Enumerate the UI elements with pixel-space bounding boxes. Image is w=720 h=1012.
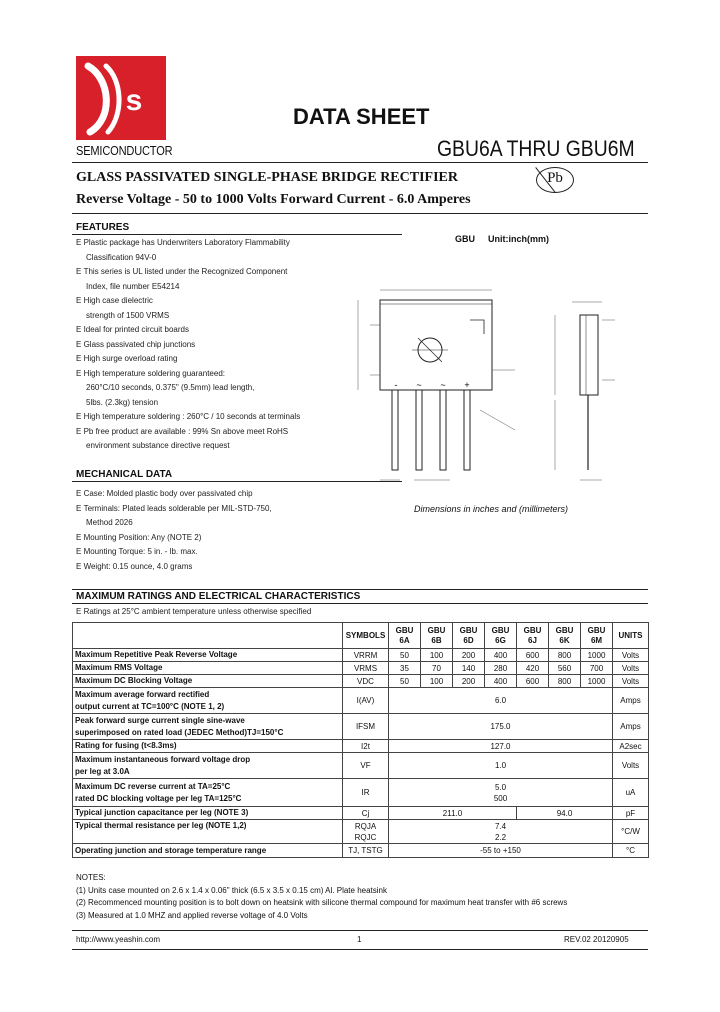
row-unit: uA xyxy=(613,779,649,807)
feature-item: Ε High surge overload rating xyxy=(76,354,178,363)
mechanical-item: Ε Mounting Torque: 5 in. - lb. max. xyxy=(76,547,198,556)
voltage-current-summary: Reverse Voltage - 50 to 1000 Volts Forward Current - 6.0 Amperes xyxy=(76,192,471,207)
features-heading: FEATURES xyxy=(76,222,130,233)
row-symbol: I2t xyxy=(343,740,389,753)
table-row xyxy=(73,662,649,675)
table-row xyxy=(73,675,649,688)
feature-item-cont: 260°C/10 seconds, 0.375" (9.5mm) lead length, xyxy=(86,383,255,392)
row-param: Typical thermal resistance per leg (NOTE 1,2) xyxy=(73,820,343,844)
footer-bottom-rule xyxy=(72,949,648,950)
product-description: GLASS PASSIVATED SINGLE-PHASE BRIDGE RECTIFIER xyxy=(76,170,458,185)
row-param: Maximum RMS Voltage xyxy=(73,662,343,675)
ratings-heading: MAXIMUM RATINGS AND ELECTRICAL CHARACTERISTICS xyxy=(76,591,361,602)
svg-text:s: s xyxy=(125,84,143,117)
row-symbol: TJ, TSTG xyxy=(343,844,389,858)
row-param: Rating for fusing (t<8.3ms) xyxy=(73,740,343,753)
subtitle-rule xyxy=(72,213,648,214)
feature-item: Ε High temperature soldering : 260°C / 10 seconds at terminals xyxy=(76,412,301,421)
row-value: 1.0 xyxy=(389,753,613,779)
header-rule xyxy=(72,162,648,163)
row-value: 5.0 500 xyxy=(389,779,613,807)
row-param: Maximum instantaneous forward voltage drop per leg at 3.0A xyxy=(73,753,343,779)
feature-item: Ε High case dielectric xyxy=(76,296,153,305)
logo-mark xyxy=(76,56,166,140)
row-value: 175.0 xyxy=(389,714,613,740)
row-value: 70 xyxy=(421,662,453,675)
feature-item: Ε High temperature soldering guaranteed: xyxy=(76,368,225,378)
row-value: 700 xyxy=(581,662,613,675)
footer-rule xyxy=(72,930,648,931)
mechanical-heading: MECHANICAL DATA xyxy=(76,469,173,480)
table-header-row xyxy=(73,623,649,649)
lead-symbol-minus: - xyxy=(394,380,398,390)
ratings-rule xyxy=(72,603,648,604)
table-row xyxy=(73,779,649,807)
header-units: UNITS xyxy=(613,623,649,649)
part-range: GBU6A THRU GBU6M xyxy=(437,136,635,161)
row-unit: Volts xyxy=(613,649,649,662)
company-logo xyxy=(76,56,166,140)
row-value: 7.4 2.2 xyxy=(389,820,613,844)
row-value: 560 xyxy=(549,662,581,675)
table-row xyxy=(73,844,649,858)
row-value: 280 xyxy=(485,662,517,675)
row-value: 600 xyxy=(517,675,549,688)
doc-title: DATA SHEET xyxy=(293,104,430,129)
revision: REV.02 20120905 xyxy=(564,935,629,944)
package-side-view xyxy=(580,315,598,395)
row-unit: °C/W xyxy=(613,820,649,844)
row-value: 400 xyxy=(485,649,517,662)
feature-item: Ε This series is UL listed under the Recognized Component xyxy=(76,267,288,276)
package-outline-drawing xyxy=(340,280,640,500)
unit-label: Unit:inch(mm) xyxy=(488,234,549,244)
row-value: 600 xyxy=(517,649,549,662)
row-unit: Amps xyxy=(613,714,649,740)
feature-item: Ε Plastic package has Underwriters Laboratory Flammability xyxy=(76,238,290,247)
row-param: Typical junction capacitance per leg (NOTE 3) xyxy=(73,807,343,820)
ratings-table xyxy=(72,622,649,858)
row-value: -55 to +150 xyxy=(389,844,613,858)
note-item: (2) Recommenced mounting position is to bolt down on heatsink with silicone thermal compound for maximum heat transfer with #6 screws xyxy=(76,898,568,907)
row-value: 35 xyxy=(389,662,421,675)
row-value: 127.0 xyxy=(389,740,613,753)
notes-heading: NOTES: xyxy=(76,873,106,882)
feature-item-cont: environment substance directive request xyxy=(86,441,230,450)
row-symbol: VRRM xyxy=(343,649,389,662)
row-param: Operating junction and storage temperature range xyxy=(73,844,343,858)
row-symbol: VRMS xyxy=(343,662,389,675)
row-unit: pF xyxy=(613,807,649,820)
header-part: GBU 6J xyxy=(517,623,549,649)
row-unit: Volts xyxy=(613,662,649,675)
ratings-top-rule xyxy=(72,589,648,590)
row-unit: °C xyxy=(613,844,649,858)
lead-symbol-plus: + xyxy=(464,380,470,390)
row-param: Maximum DC Blocking Voltage xyxy=(73,675,343,688)
feature-item-cont: strength of 1500 VRMS xyxy=(86,310,170,320)
header-part: GBU 6A xyxy=(389,623,421,649)
diagram-caption: Dimensions in inches and (millimeters) xyxy=(414,504,569,514)
row-symbol: VF xyxy=(343,753,389,779)
ratings-intro: Ε Ratings at 25°C ambient temperature unless otherwise specified xyxy=(76,607,312,616)
row-value: 800 xyxy=(549,675,581,688)
mechanical-item: Ε Mounting Position: Any (NOTE 2) xyxy=(76,532,202,542)
page-number: 1 xyxy=(357,935,362,944)
notes-block xyxy=(76,872,648,922)
features-rule xyxy=(72,234,402,235)
table-row xyxy=(73,820,649,844)
table-row xyxy=(73,740,649,753)
row-symbol: Cj xyxy=(343,807,389,820)
feature-item-cont: Classification 94V-0 xyxy=(86,252,157,262)
row-symbol: VDC xyxy=(343,675,389,688)
row-unit: Volts xyxy=(613,675,649,688)
header-part: GBU 6K xyxy=(549,623,581,649)
feature-item: Ε Pb free product are available : 99% Sn above meet RoHS xyxy=(76,426,289,436)
header-part: GBU 6D xyxy=(453,623,485,649)
table-row xyxy=(73,649,649,662)
pb-free-badge xyxy=(536,167,574,193)
row-value: 420 xyxy=(517,662,549,675)
row-value: 50 xyxy=(389,675,421,688)
note-item: (1) Units case mounted on 2.6 x 1.4 x 0.06" thick (6.5 x 3.5 x 0.15 cm) Al. Plate heatsink xyxy=(76,885,387,895)
row-param: Maximum Repetitive Peak Reverse Voltage xyxy=(73,649,343,662)
header-part: GBU 6M xyxy=(581,623,613,649)
header-parameter xyxy=(73,623,343,649)
lead-symbol-ac2: ~ xyxy=(440,380,446,390)
row-value: 200 xyxy=(453,675,485,688)
row-value: 200 xyxy=(453,649,485,662)
row-value: 6.0 xyxy=(389,688,613,714)
header-symbols: SYMBOLS xyxy=(343,623,389,649)
table-row xyxy=(73,753,649,779)
row-value: 100 xyxy=(421,649,453,662)
row-value: 140 xyxy=(453,662,485,675)
row-unit: A2sec xyxy=(613,740,649,753)
table-row xyxy=(73,688,649,714)
row-symbol: RQJA RQJC xyxy=(343,820,389,844)
row-value: 50 xyxy=(389,649,421,662)
mechanical-item: Ε Terminals: Plated leads solderable per MIL-STD-750, xyxy=(76,503,272,513)
header-part: GBU 6B xyxy=(421,623,453,649)
row-param: Maximum DC reverse current at TA=25°C rated DC blocking voltage per leg TA=125°C xyxy=(73,779,343,807)
row-value: 800 xyxy=(549,649,581,662)
feature-item-cont: Index, file number E54214 xyxy=(86,281,180,291)
mechanical-item-cont: Method 2026 xyxy=(86,518,133,527)
row-param: Peak forward surge current single sine-wave superimposed on rated load (JEDEC Method)TJ=150°C xyxy=(73,714,343,740)
pb-label: Pb xyxy=(547,170,563,186)
table-row xyxy=(73,807,649,820)
row-symbol: I(AV) xyxy=(343,688,389,714)
row-unit: Amps xyxy=(613,688,649,714)
row-value: 94.0 xyxy=(517,807,613,820)
row-value: 1000 xyxy=(581,649,613,662)
mechanical-item: Ε Weight: 0.15 ounce, 4.0 grams xyxy=(76,561,193,571)
feature-item: Ε Glass passivated chip junctions xyxy=(76,339,196,349)
row-value: 400 xyxy=(485,675,517,688)
row-value: 1000 xyxy=(581,675,613,688)
row-value: 211.0 xyxy=(389,807,517,820)
feature-item-cont: 5lbs. (2.3kg) tension xyxy=(86,397,159,407)
mechanical-list xyxy=(76,487,406,574)
row-symbol: IR xyxy=(343,779,389,807)
footer-url[interactable]: http://www.yeashin.com xyxy=(76,935,161,944)
row-unit: Volts xyxy=(613,753,649,779)
feature-item: Ε Ideal for printed circuit boards xyxy=(76,325,189,334)
note-item: (3) Measured at 1.0 MHZ and applied reverse voltage of 4.0 Volts xyxy=(76,910,308,920)
company-name: SEMICONDUCTOR xyxy=(76,143,173,158)
table-row xyxy=(73,714,649,740)
row-param: Maximum average forward rectified output current at TC=100°C (NOTE 1, 2) xyxy=(73,688,343,714)
header-part: GBU 6G xyxy=(485,623,517,649)
mechanical-item: Ε Case: Molded plastic body over passivated chip xyxy=(76,489,253,498)
row-symbol: IFSM xyxy=(343,714,389,740)
row-value: 100 xyxy=(421,675,453,688)
package-label: GBU xyxy=(455,234,475,244)
package-leads xyxy=(392,390,470,470)
lead-symbol-ac1: ~ xyxy=(416,380,422,390)
